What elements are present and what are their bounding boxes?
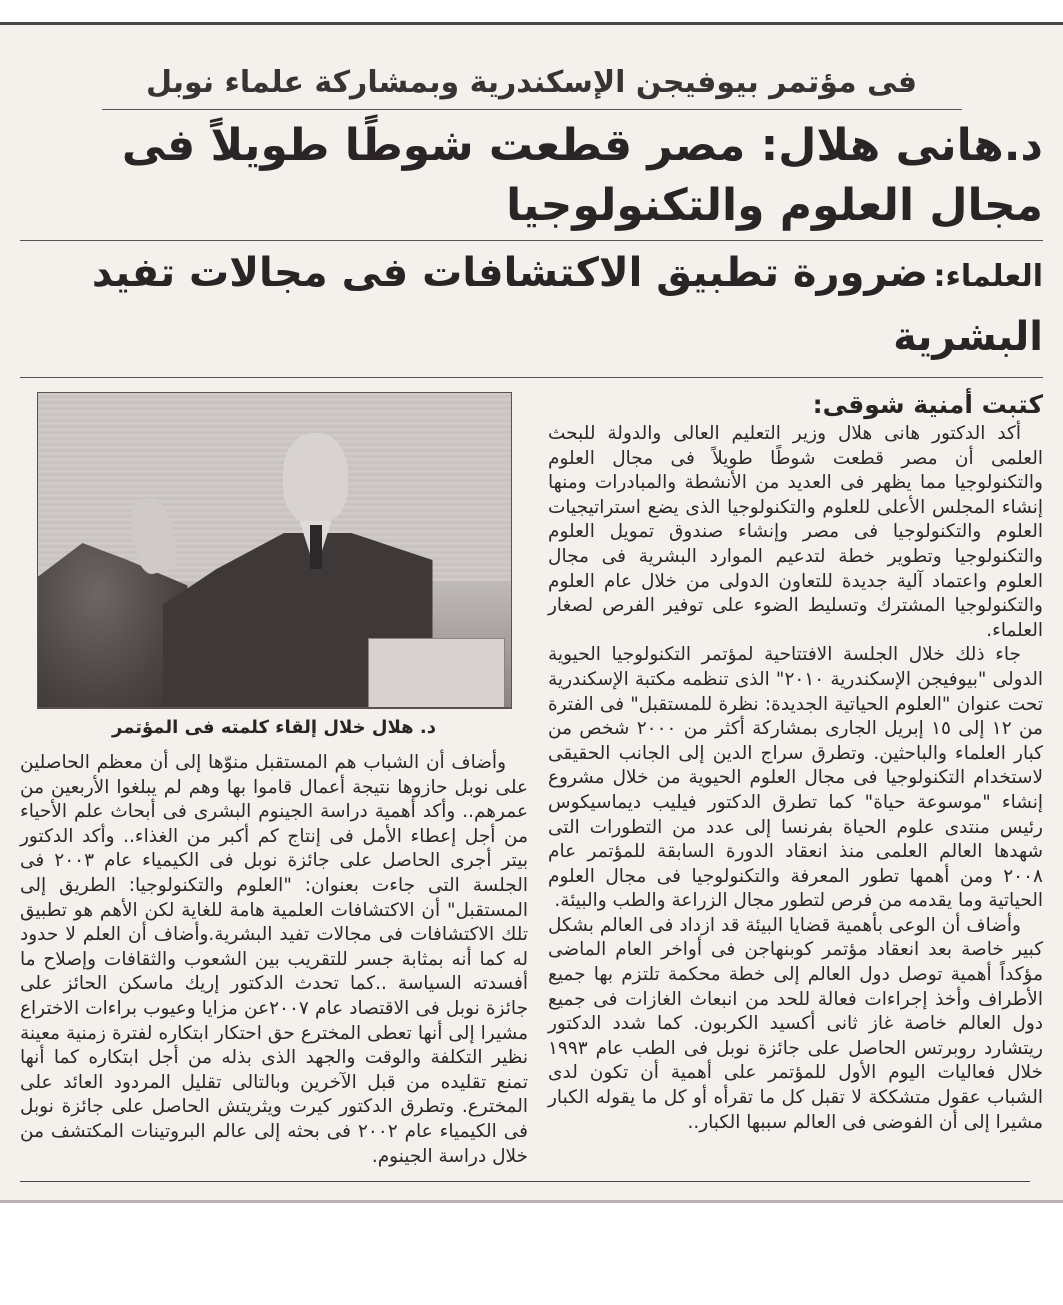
paragraph: جاء ذلك خلال الجلسة الافتتاحية لمؤتمر التكنولوجيا الحيوية الدولى "بيوفيجن الإسكندرية ٢٠١٠" الذى تنظمه مكتبة الإسكندرية تحت عنوان "العلوم الحياتية الجديدة: نظرة للمستقبل" فى الفترة من ١٢ إلى ١٥ إبريل الجارى بمشاركة أكثر من ٢٠٠٠ شخص من كبار العلماء والباحثين. وتطرق سراج الدين إلى الجانب الحقيقى لاستخدام التكنولوجيا فى مجال العلوم الحيوية من خلال مشروع إنشاء "موسوعة حياة" كما تطرق الدكتور فيليب ديماسيكوس رئيس منتدى علوم الحياة بفرنسا إلى عدد من التطورات التى شهدها العالم العلمى منذ انعقاد الدورة السابقة للمؤتمر عام ٢٠٠٨ ومن أهمها تطور المعرفة والتكنولوجيا فى مجال العلوم الحياتية وما يقدمه من فرص لتطور مجال الزراعة والطب والبيئة.	[548, 644, 1044, 912]
paragraph: أكد الدكتور هانى هلال وزير التعليم العالى والدولة للبحث العلمى أن مصر قطعت شوطًا طويلاً فى مجال العلوم والتكنولوجيا مما يظهر فى العديد من الأنشطة والمبادرات ومنها إنشاء المجلس الأعلى للعلوم والتكنولوجيا الذى يضع استراتيجيات العلوم والتكنولوجيا فى مصر وإنشاء صندوق تمويل العلوم والتكنولوجيا وتطوير خطة لتدعيم الموارد البشرية فى مجال العلوم واعتماد آلية جديدة للتعاون الدولى من خلال عام العلوم والتكنولوجيا المشترك وتسليط الضوء على توفير الفرص لصغار العلماء.	[548, 423, 1043, 641]
article-column-right	[548, 422, 1043, 1135]
photo-speaker-tie	[310, 525, 322, 569]
article-subheadline	[20, 245, 1043, 378]
photo-speaker-head	[283, 433, 348, 523]
article-column-left-wrap	[20, 388, 528, 1169]
article-headline: د.هانى هلال: مصر قطعت شوطًا طويلاً فى مجال العلوم والتكنولوجيا	[20, 116, 1043, 241]
article-column-left	[20, 751, 528, 1169]
paragraph: وأضاف أن الوعى بأهمية قضايا البيئة قد ازداد فى العالم بشكل كبير خاصة بعد انعقاد مؤتمر كوبنهاجن فى أواخر العام الماضى مؤكداً أهمية توصل دول العالم إلى خطة محكمة تلتزم بها جميع الأطراف وأخذ إجراءات فعالة للحد من انبعاث الغازات فى جميع دول العالم خاصة غاز ثانى أكسيد الكربون. كما شدد الدكتور ريتشارد روبرتس الحاصل على جائزة نوبل فى الطب عام ١٩٩٣ خلال فعاليات اليوم الأول للمؤتمر على أهمية أن تكون لدى الشباب عقول متشككة لا تقبل كل ما تقرأه أو كل ما يقوله الكبار مشيرا إلى أن الفوضى فى العالم سببها الكبار..	[548, 914, 1043, 1133]
photo-laptop	[368, 638, 505, 708]
article-column-right-wrap	[548, 388, 1043, 1169]
photo-caption: د. هلال خلال إلقاء كلمته فى المؤتمر	[37, 708, 512, 741]
subhead-main: ضرورة تطبيق الاكتشافات فى مجالات تفيد البشرية	[91, 250, 1043, 360]
article-byline: كتبت أمنية شوقى:	[812, 390, 1043, 419]
article-kicker: فى مؤتمر بيوفيجن الإسكندرية وبمشاركة علماء نوبل	[102, 63, 962, 110]
article-photo	[37, 392, 512, 708]
bottom-divider	[20, 1181, 1030, 1182]
newspaper-clipping	[0, 22, 1063, 1203]
article-body	[20, 388, 1043, 1169]
subhead-lead: العلماء:	[933, 259, 1043, 294]
paragraph: وأضاف أن الشباب هم المستقبل منوّها إلى أن معظم الحاصلين على نوبل حازوها نتيجة أعمال قاموا بها وهم لم يبلغوا الأربعين من عمرهم.. وأكد أهمية دراسة الجينوم البشرى فى أبحاث علم الأحياء من أجل إعطاء الأمل فى إنتاج كم أكبر من الغذاء.. وأكد الدكتور بيتر أجرى الحاصل على جائزة نوبل فى الكيمياء عام ٢٠٠٣ فى الجلسة التى جاءت بعنوان: "العلوم والتكنولوجيا: الطريق إلى المستقبل" أن الاكتشافات العلمية هامة للغاية لكن الأهم هو تطبيق تلك الاكتشافات فى مجالات تفيد البشرية.وأضاف أن العلم لا حدود له كما أنه بمثابة جسر للتقريب بين الشعوب والثقافات وإصلاح ما أفسدته السياسة ..كما تحدث الدكتور إريك ماسكن الحائز على جائزة نوبل فى الاقتصاد عام ٢٠٠٧عن مزايا وعيوب براءات الاختراع مشيرا إلى أنها تعطى المخترع حق احتكار ابتكاره لفترة زمنية معينة نظير التكلفة والوقت والجهد الذى بذله من أجل ابتكاره كما أنها تمنع تقليده من قبل الآخرين وبالتالى تقليل المردود العائد على المخترع. وتطرق الدكتور كيرت ويثريتش الحاصل على جائزة نوبل فى الكيمياء عام ٢٠٠٢ فى بحثه إلى عالم البروتينات المكتشف من خلال دراسة الجينوم.	[20, 752, 529, 1167]
